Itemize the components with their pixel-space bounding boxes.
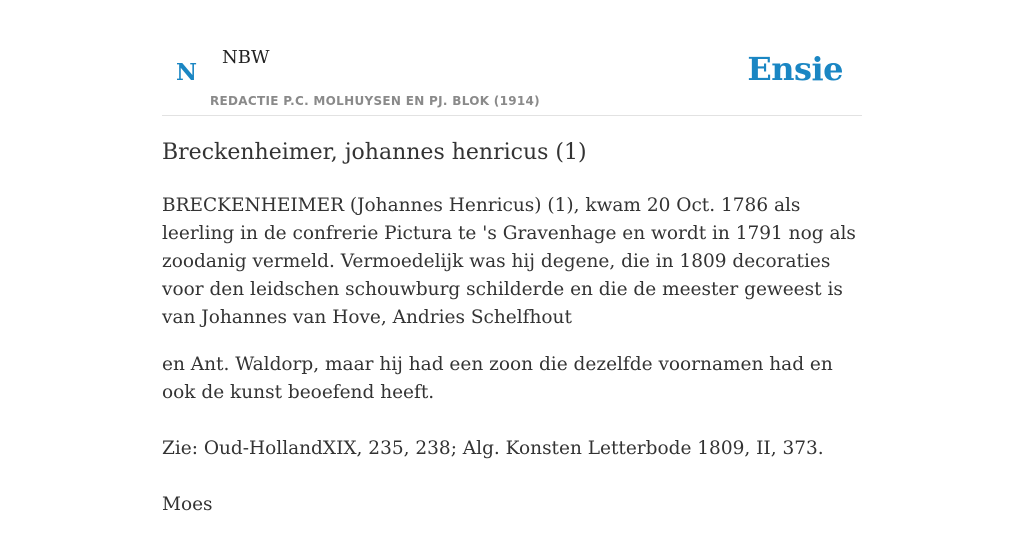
article-paragraph: BRECKENHEIMER (Johannes Henricus) (1), kwam 20 Oct. 1786 als leerling in de confrerie Pictura te 's Gravenhage en wordt in 1791 nog als zoodanig vermeld. Vermoedelijk was hij degene, die in 1809 decoraties voor den leidschen schouwburg schilderde en die de meester geweest is van Johannes van Hove, Andries Schelfhout [162,195,856,328]
article-author: Moes [162,494,213,515]
article-body [162,192,862,538]
article-paragraph: en Ant. Waldorp, maar hij had een zoon die dezelfde voornamen had en ook de kunst beoefend heeft. [162,354,833,403]
source-editors: REDACTIE P.C. MOLHUYSEN EN PJ. BLOK (1914) [210,94,540,108]
article-references: Zie: Oud-HollandXIX, 235, 238; Alg. Konsten Letterbode 1809, II, 373. [162,438,824,459]
source-name[interactable]: NBW [222,47,270,68]
brand-logo[interactable]: Ensie [747,50,843,88]
article-title: Breckenheimer, johannes henricus (1) [162,140,587,165]
header [162,38,862,116]
source-logo-icon: N [176,59,198,86]
